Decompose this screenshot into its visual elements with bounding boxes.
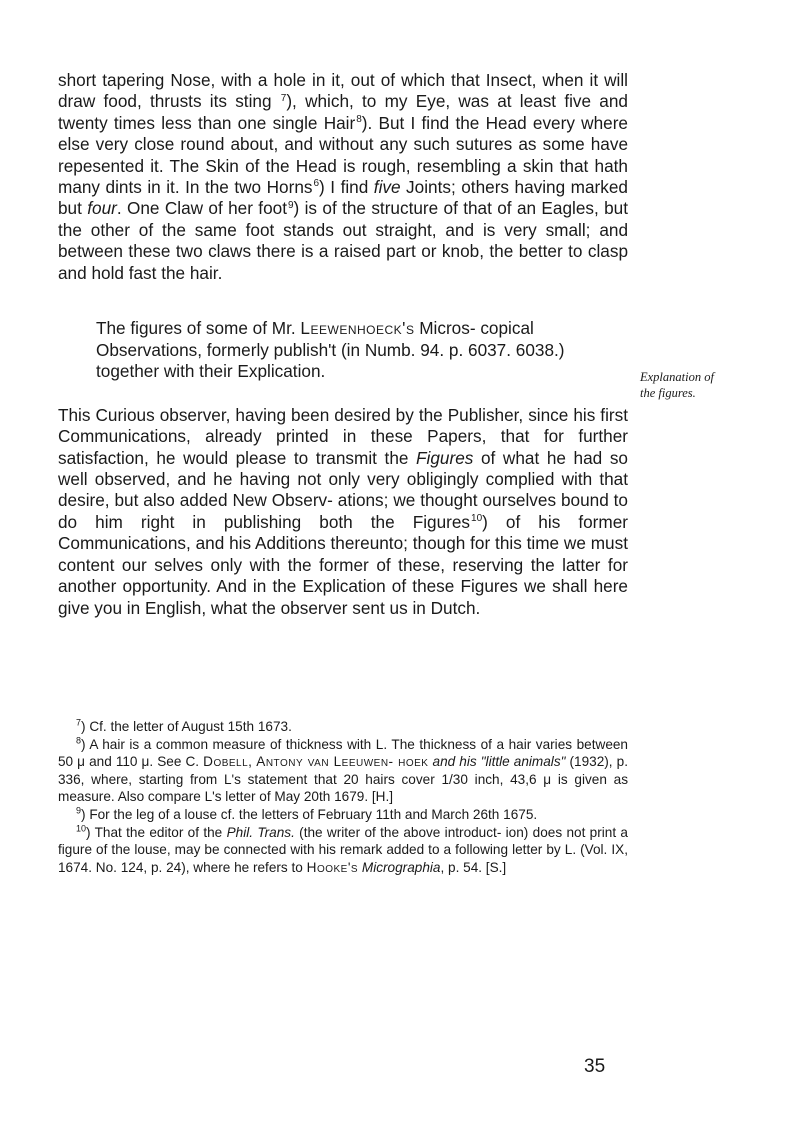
italic-text: five [373, 177, 401, 198]
footnotes [58, 718, 628, 876]
paragraph-louse-description [58, 70, 628, 284]
text-run: ) For the leg of a louse cf. the letters of February 11th and March 26th 1675. [81, 806, 538, 822]
text-run: The figures of some of Mr. [96, 318, 301, 339]
text-run: This Curious observer, having been desired by the Publisher, since his first Communications, already printed in these Papers, that for further satisfaction, he would please to transmit the [58, 404, 628, 468]
text-run: ) I find [319, 177, 374, 198]
small-caps-name: Leewenhoeck's [300, 318, 415, 339]
footnote-number: 10 [76, 823, 87, 834]
text-run: (1932), p. 336, where, starting from L's statement that 20 hairs cover [58, 754, 628, 787]
page-number: 35 [584, 1056, 606, 1077]
main-text [58, 70, 628, 619]
footnote-7 [58, 718, 628, 736]
section-heading [58, 318, 628, 383]
footnote-ref[interactable]: 8 [356, 114, 362, 126]
text-run: ). But I find the Head every where else very close round about, and without any such sutures as some have repesented it. The Skin of the Head is rough, resembling a skin that hath many dints in it. In the two Horns [58, 112, 628, 198]
text-run: (the writer of the above introduct- ion) does not print a figure of the louse, may be connected with his remark added to a following letter by L. (Vol. IX, 1674. No. 124, p. 24), where he refers to [58, 824, 628, 875]
margin-note-line: Explanation of [640, 370, 714, 384]
footnote-8 [58, 736, 628, 806]
footnote-ref[interactable]: 6 [313, 178, 320, 190]
text-run: ) A hair is a common measure of thickness with L. The thickness of a hair varies between 50 μ and 110 μ. See C. [58, 736, 628, 770]
small-caps-name: Hooke's [306, 859, 359, 875]
text-run: ) Cf. the letter of August 15th 1673. [81, 719, 292, 734]
italic-text: Phil. Trans. [226, 824, 295, 840]
paragraph-curious-observer [58, 405, 628, 619]
text-run: Joints; others having marked but [58, 177, 628, 219]
text-run: of what he had so well observed, and he having not only very obligingly complied with that desire, but also added New Observ- ations; we thought ourselves bound to do him right in publishing both the Figures [58, 447, 628, 532]
italic-text: and his "little animals" [428, 754, 566, 770]
small-caps-name: Dobell, Antony van Leeuwen- hoek [203, 754, 429, 770]
italic-text: four [87, 198, 117, 219]
text-run: inch, 43,6 μ is given as measure. Also compare L's letter of May 20th 1679. [H.] [58, 771, 628, 805]
footnote-number: 7 [76, 717, 82, 728]
text-run: ) That the editor of the [86, 824, 227, 840]
italic-text: Micrographia [361, 859, 441, 875]
margin-note-line: the figures. [640, 386, 696, 400]
footnote-9 [58, 806, 628, 824]
text-run: ) is of the structure of that of an Eagles, but the other of the same foot stands out straight, and is very small; and between these two claws there is a raised part or knob, the better to clasp and hold fast the hair. [58, 198, 628, 283]
footnote-10 [58, 824, 628, 877]
footnote-ref[interactable]: 9 [287, 199, 294, 211]
italic-text: Figures [416, 447, 474, 468]
footnote-ref[interactable]: 7 [280, 92, 287, 104]
text-run: Micros- copical Observations, formerly publish't (in Numb. 94. p. 6037. 6038.) together with their Explication. [96, 318, 565, 382]
footnote-ref[interactable]: 10 [471, 513, 483, 525]
text-run: . One Claw of her foot [116, 198, 287, 219]
footnote-number: 9 [76, 805, 82, 816]
text-run: ) of his former Communications, and his Additions thereunto; though for this time we must content our selves only with the former of these, reserving the latter for another opportunity. And in the Explication of these Figures we shall here give you in English, what the observer sent us in Dutch. [58, 511, 628, 618]
footnote-number: 8 [76, 735, 82, 746]
text-run: ), which, to my Eye, was at least five and twenty times less than one single Hair [58, 91, 628, 133]
text-run: , p. 54. [S.] [440, 859, 507, 875]
text-run: short tapering Nose, with a hole in it, out of which that Insect, when it will draw food, thrusts its sting [58, 70, 628, 112]
fraction: 1/30 [441, 771, 468, 787]
margin-note [640, 369, 780, 401]
